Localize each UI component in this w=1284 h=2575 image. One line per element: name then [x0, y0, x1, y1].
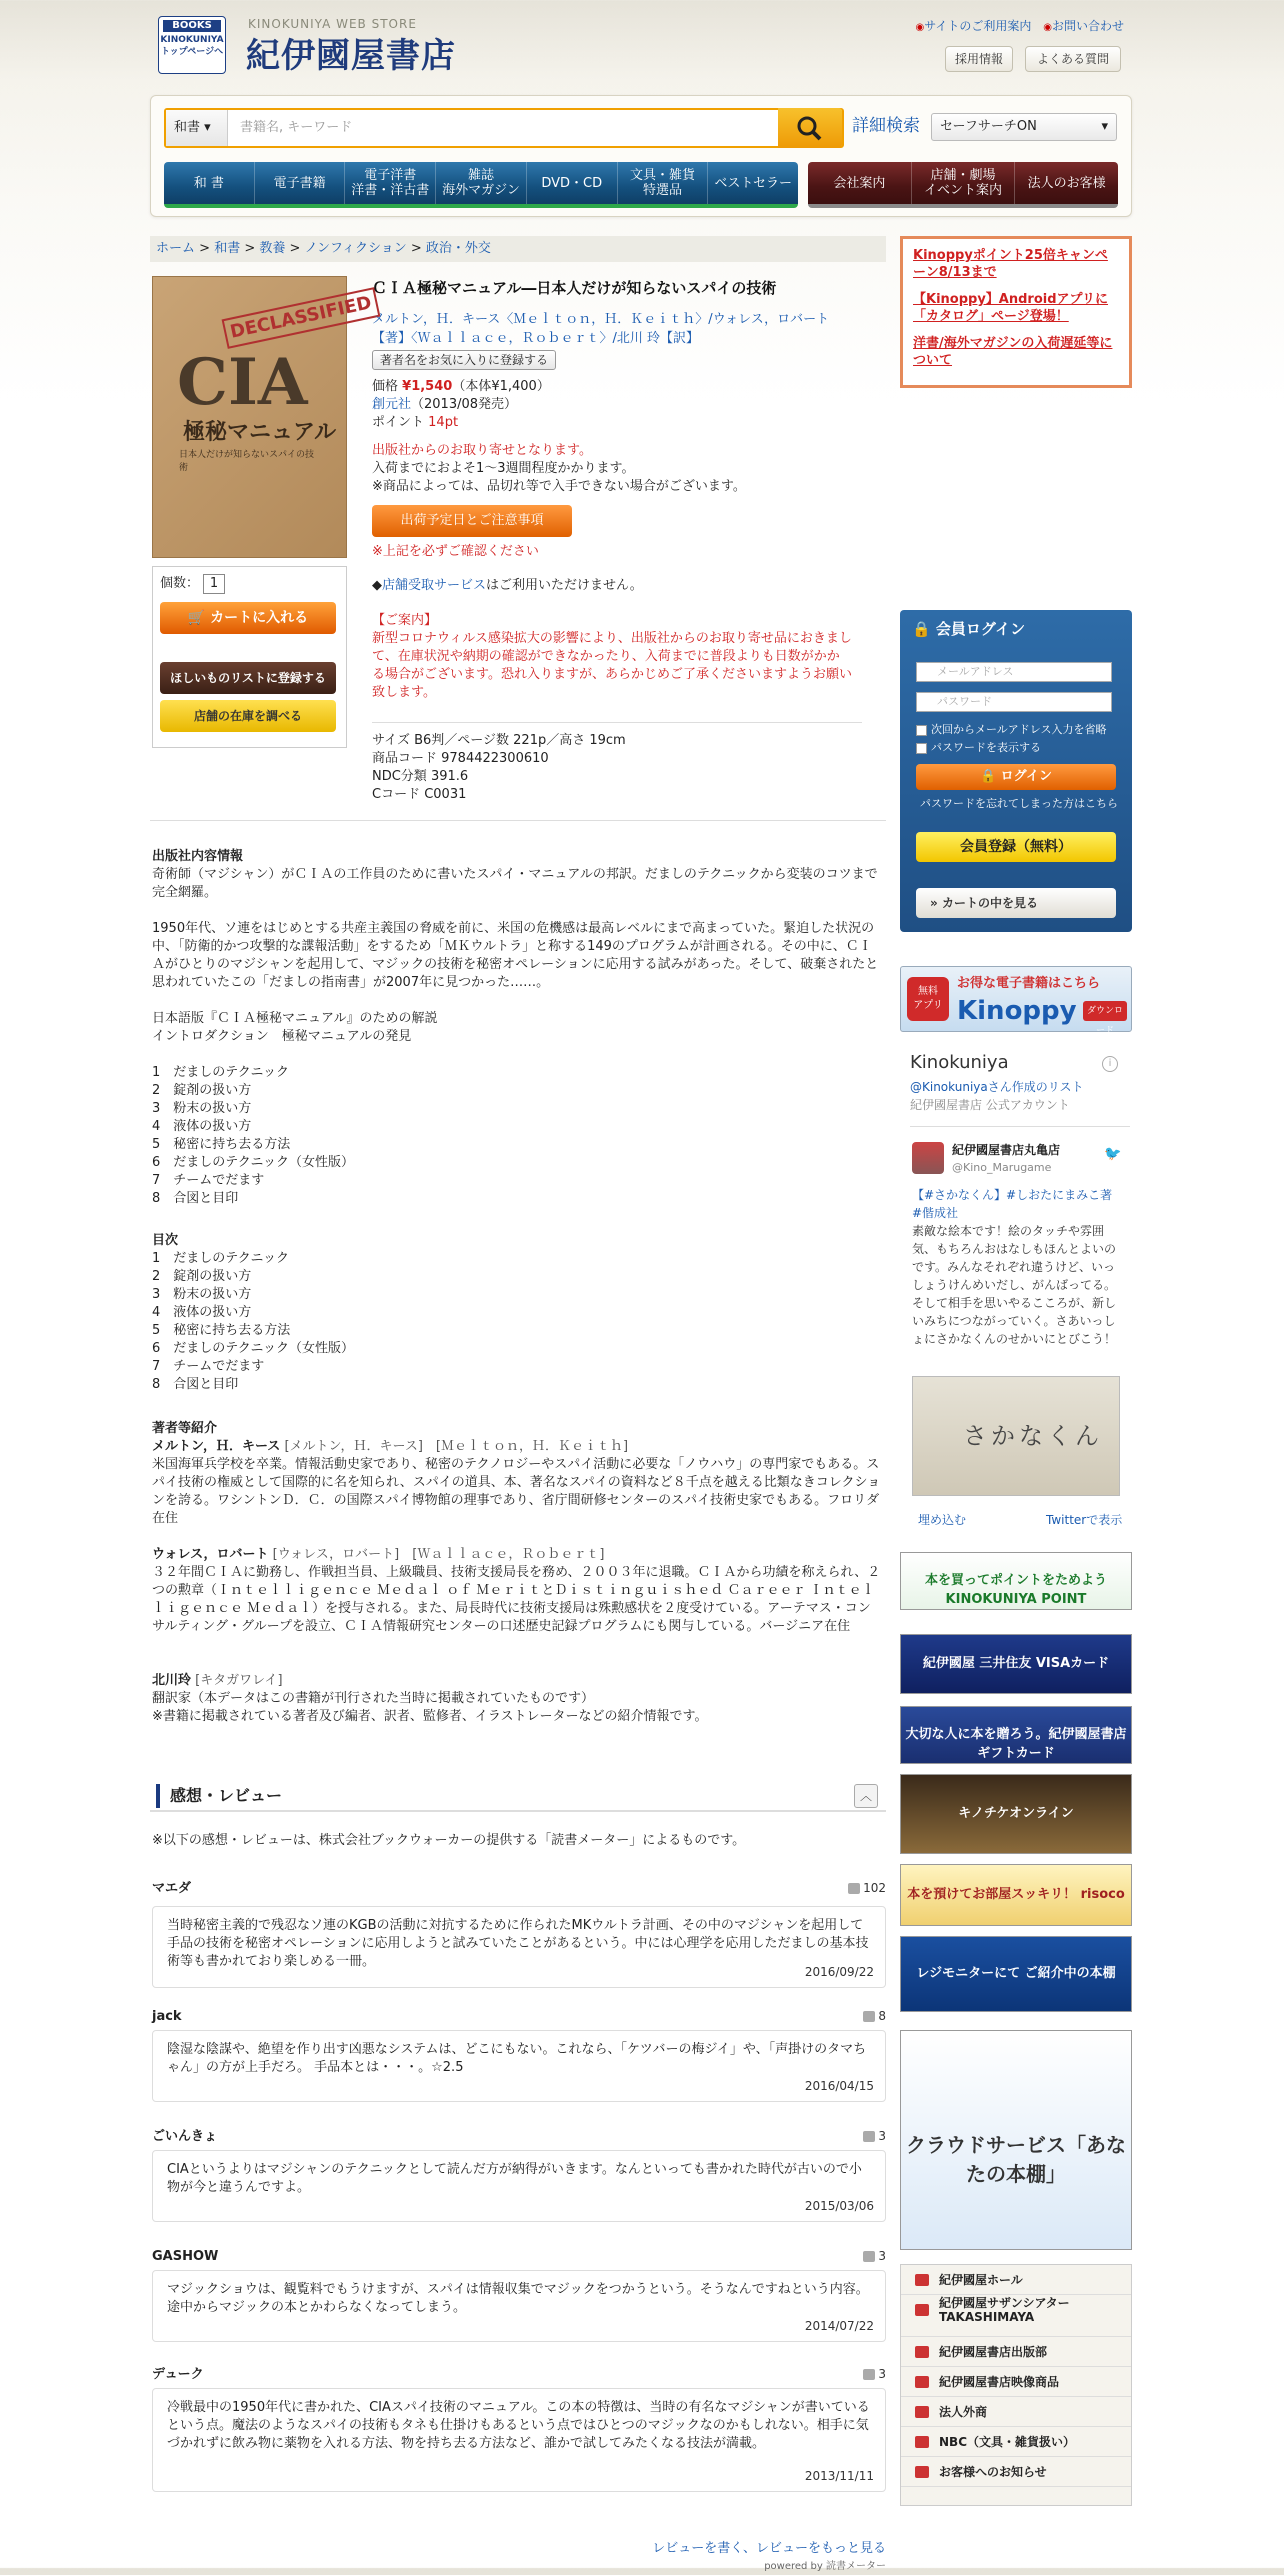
- summary-text: 1950年代、ソ連をはじめとする共産主義国の脅威を前に、米国の危機感は最高レベルにまで高まっていた。緊迫した状況の中、「防衛的かつ攻撃的な諜報活動」をするため「ＭＫウルトラ」と称する149のプログラムが計画される。その中に、ＣＩＡがひとりのマジシャンを起用して、マジックの技術を秘密オペレーションに応用する試みがあった。そして、破棄されたと思われていたこの「だましの指南書」が2007年に見つかった……。: [152, 921, 879, 990]
- sidebar-menu: [900, 2264, 1132, 2506]
- nav-item-main-4[interactable]: DVD・CD: [527, 162, 618, 204]
- review-date: 2015/03/06: [804, 2199, 874, 2213]
- author-3-header: [152, 1672, 882, 1690]
- login-button[interactable]: [916, 764, 1116, 790]
- search-icon: [778, 108, 842, 148]
- chevron-down-icon: ▾: [1101, 119, 1108, 134]
- review-likes[interactable]: [863, 2128, 886, 2145]
- review-likes[interactable]: [848, 1880, 886, 1897]
- wishlist-button[interactable]: ほしいものリストに登録する: [160, 662, 336, 694]
- author-3-reading: [キタガワレイ]: [195, 1673, 283, 1688]
- logo-books-text: BOOKS: [163, 20, 221, 32]
- remember-checkbox[interactable]: [916, 722, 1106, 738]
- author-2-bio: ３２年間ＣＩＡに勤務し、作戦担当員、上級職員、技術支援局長を務め、２００３年に退職。ＣＩＡから功績を称えられ、２つの勲章（Ｉｎｔｅｌｌｉｇｅｎｃｅ Ｍｅｄａｌ ｏｆ ＭｅｒｉｔとＤｉｓｔｉｎｇｕｉｓｈｅｄ Ｃａｒｅｅｒ Ｉｎｔｅｌｌｉｇｅｎｃｅ Ｍｅｄａｌ）を授与される。また、局長時代に技術支援局は殊勲感状を２度受けている。アーテマス・コンサルティング・グループを設立、ＣＩＡ情報研究センターの口述歴史記録プログラムにも関与している。バージニア在住: [152, 1565, 881, 1634]
- point-line: [372, 414, 458, 433]
- corp-nav: [808, 162, 1118, 208]
- add-to-cart-button[interactable]: [160, 602, 336, 634]
- tweet-author-name[interactable]: 紀伊國屋書店丸亀店: [952, 1143, 1061, 1157]
- review-card: [152, 2030, 886, 2102]
- main-nav: [164, 162, 798, 208]
- show-password-checkbox[interactable]: [916, 740, 1041, 756]
- like-count: 8: [878, 2009, 886, 2023]
- tweet-text: 素敵な絵本です！絵のタッチや雰囲気、もちろんおはなしもほんとよいのです。みんなそれぞれ違うけど、いっしょうけんめいだし、がんばってる。そして相手を思いやるこころが、新しいみちにつながっていく。さあいっしょにさかなくんのせかいにとびこう！: [912, 1224, 1117, 1346]
- sidebar-banner-6[interactable]: クラウドサービス「あなたの本棚」: [900, 2030, 1132, 2250]
- embed-link[interactable]: 埋め込む: [918, 1513, 967, 1527]
- sidebar-menu-item-3[interactable]: 紀伊國屋書店映像商品: [901, 2367, 1131, 2397]
- nav-item-main-6[interactable]: ベストセラー: [714, 175, 792, 191]
- review-card: [152, 2270, 886, 2342]
- review-card: [152, 2388, 886, 2492]
- store-stock-button[interactable]: 店舗の在庫を調べる: [160, 700, 336, 732]
- store-pickup-suffix: はご利用いただけません。: [486, 578, 643, 593]
- author-2-header: [152, 1546, 882, 1564]
- tweet-author-handle[interactable]: @Kino_Marugame: [952, 1161, 1052, 1174]
- remember-label: 次回からメールアドレス入力を省略: [931, 723, 1107, 736]
- review-likes[interactable]: [863, 2248, 886, 2265]
- nav-item-main-1[interactable]: 電子書籍: [255, 162, 346, 204]
- tweet-body: [912, 1186, 1125, 1348]
- nav-item-corp-1[interactable]: 店舗・劇場 イベント案内: [912, 162, 1016, 204]
- sidebar-menu-item-4[interactable]: 法人外商: [901, 2397, 1131, 2427]
- quantity-input[interactable]: 1: [203, 574, 225, 594]
- cover-title-manual: 極秘マニュアル: [183, 420, 337, 445]
- author-3-name: 北川玲: [152, 1673, 192, 1688]
- breadcrumb-sep: >: [406, 241, 426, 256]
- review-user[interactable]: デューク: [152, 2367, 204, 2382]
- logo-kinokuniya-text: KINOKUNIYA: [160, 35, 224, 45]
- order-notice-3: ※商品によっては、品切れ等で入手できない場合がございます。: [372, 479, 746, 494]
- login-title: [912, 619, 1025, 641]
- author-1-name: メルトン，Ｈ．キース: [152, 1439, 281, 1454]
- review-date: 2013/11/11: [804, 2469, 874, 2483]
- nav-item-main-2[interactable]: 電子洋書 洋書・洋古書: [345, 162, 436, 204]
- authors-link[interactable]: メルトン，Ｈ．キース〈Ｍｅｌｔｏｎ，Ｈ．Ｋｅｉｔｈ〉/ウォレス，ロバート【著】〈Ｗａｌｌａｃｅ，Ｒｏｂｅｒｔ〉/北川 玲【訳】: [372, 312, 830, 346]
- info-icon[interactable]: i: [1102, 1056, 1118, 1072]
- promo-link-2[interactable]: 洋書/海外マガジンの入荷遅延等について: [913, 336, 1113, 368]
- toc-list-text: 1 だましのテクニック 2 錠剤の扱い方 3 粉末の扱い方 4 液体の扱い方 5 秘密に持ち去る方法 6 だましのテクニック（女性版） 7 チームでだます 8 合図と目印: [152, 1065, 354, 1206]
- review-card: [152, 2150, 886, 2222]
- store-pickup-link[interactable]: 店舗受取サービス: [382, 578, 487, 593]
- twitter-bird-icon: 🐦: [1104, 1146, 1122, 1162]
- thumbs-up-icon: [863, 2369, 875, 2380]
- quantity-field: [160, 574, 225, 594]
- kinoppy-app-badge: 無料 アプリ: [907, 977, 949, 1021]
- sidebar-menu-item-5[interactable]: NBC（文具・雑貨扱い）: [901, 2427, 1131, 2457]
- cover-stamp: DECLASSIFIED: [222, 287, 381, 349]
- confirm-note: ※上記を必ずご確認ください: [372, 544, 539, 559]
- breadcrumb-sep: >: [285, 241, 305, 256]
- sidebar-menu-item-1[interactable]: 紀伊國屋サザンシアター TAKASHIMAYA: [901, 2295, 1131, 2337]
- author-1-reading: [メルトン，Ｈ．キース] [Ｍｅｌｔｏｎ，Ｈ．Ｋｅｉｔｈ]: [284, 1439, 629, 1454]
- review-card: [152, 1906, 886, 1988]
- review-likes[interactable]: [863, 2008, 886, 2025]
- tweet-tags[interactable]: 【#さかなくん】#しおたにまみこ著 #偕成社: [912, 1188, 1125, 1220]
- bullet-icon: ◉: [915, 22, 925, 33]
- review-text: マジックショウは、観覧料でもうけますが、スパイは情報収集でマジックをつかうという。そうなんですねという内容。途中からマジックの本とかわらなくなってしまう。: [167, 2282, 869, 2315]
- review-date: 2016/09/22: [804, 1965, 874, 1979]
- section-bar: [156, 1784, 160, 1808]
- review-text: 陰湿な陰謀や、絶望を作り出す凶悪なシステムは、どこにもない。これなら、「ケツバーの梅ジイ」や、「声掛けのタマちゃん」の方が上手だろ。 手品本とは・・・。☆2.5: [167, 2042, 867, 2075]
- thumbs-up-icon: [848, 1883, 860, 1894]
- nav-item-corp-0[interactable]: 会社案内: [808, 162, 912, 204]
- review-date: 2016/04/15: [804, 2079, 874, 2093]
- thumbs-up-icon: [863, 2251, 875, 2262]
- toc-text: 1 だましのテクニック 2 錠剤の扱い方 3 粉末の扱い方 4 液体の扱い方 5 秘密に持ち去る方法 6 だましのテクニック（女性版） 7 チームでだます 8 合図と目印: [152, 1251, 354, 1392]
- price-tax: （本体¥1,400）: [452, 379, 550, 394]
- sidebar-banner-2[interactable]: 大切な人に本を贈ろう。紀伊國屋書店ギフトカード: [900, 1706, 1132, 1764]
- tweet-image-text: さかなくん: [963, 1422, 1103, 1450]
- review-text: CIAというよりはマジシャンのテクニックとして読んだ方が納得がいきます。なんといっても書かれた時代が古いので小物が今と違うんですよ。: [167, 2162, 862, 2195]
- checkbox-icon: [916, 743, 927, 754]
- review-user[interactable]: jack: [152, 2009, 182, 2024]
- intro-text: 日本語版『ＣＩＡ極秘マニュアル』のための解説 イントロダクション 極秘マニュアルの発見: [152, 1011, 438, 1044]
- sidebar-menu-item-6[interactable]: お客様へのお知らせ: [901, 2457, 1131, 2487]
- pub-info-text: 奇術師（マジシャン）がＣＩＡの工作員のために書いたスパイ・マニュアルの邦訳。だましのテクニックから変装のコツまで完全網羅。: [152, 867, 878, 900]
- sidebar-banner-0[interactable]: 本を買ってポイントをためよう KINOKUNIYA POINT: [900, 1552, 1132, 1610]
- cart-icon: 🛒: [187, 610, 206, 626]
- author-section-title: 著者等紹介: [152, 1421, 218, 1436]
- author-3-bio: 翻訳家（本データはこの書籍が刊行された当時に掲載されていたものです） ※書籍に掲載されている著者及び編者、訳者、監修者、イラストレーターなどの紹介情報です。: [152, 1691, 708, 1724]
- review-date: 2014/07/22: [804, 2319, 874, 2333]
- kinoppy-tagline: お得な電子書籍はこちら: [957, 976, 1101, 991]
- password-input[interactable]: パスワード: [916, 692, 1112, 712]
- detail-search-link[interactable]: 詳細検索: [852, 116, 920, 136]
- author-2-name: ウォレス，ロバート: [152, 1547, 269, 1562]
- publisher-line: [372, 396, 517, 415]
- covid-notice: [372, 612, 852, 702]
- point-label: ポイント: [372, 415, 425, 430]
- bullet-icon: ◆: [372, 578, 382, 593]
- sidebar-banner-1[interactable]: 紀伊國屋 三井住友 VISAカード: [900, 1634, 1132, 1694]
- contact-link[interactable]: お問い合わせ: [1051, 19, 1124, 33]
- toc-title: 目次: [152, 1233, 179, 1248]
- breadcrumb-kyoyo[interactable]: 教養: [259, 241, 286, 256]
- promo-link-0[interactable]: Kinoppyポイント25倍キャンペーン8/13まで: [913, 248, 1108, 280]
- breadcrumb-sep: >: [195, 241, 215, 256]
- kinoppy-download: ダウンロード: [1083, 1001, 1127, 1021]
- reviews-header: [150, 1782, 886, 1812]
- twitter-list-owner: @Kinokuniyaさん作成のリスト: [910, 1080, 1084, 1094]
- review-user[interactable]: マエダ: [152, 1881, 192, 1896]
- like-count: 3: [878, 2367, 886, 2381]
- kinoppy-banner[interactable]: [900, 966, 1132, 1036]
- thumbs-up-icon: [863, 2131, 875, 2142]
- nav-item-main-5[interactable]: 文具・雑貨 特選品: [618, 162, 709, 204]
- safe-search-select[interactable]: [931, 113, 1117, 141]
- powered-by: powered by 読書メーター: [764, 2561, 886, 2572]
- email-input[interactable]: メールアドレス: [916, 662, 1112, 682]
- promo-link-1[interactable]: 【Kinoppy】Androidアプリに「カタログ」ページ登場！: [913, 292, 1109, 324]
- point-value: 14pt: [428, 415, 459, 430]
- author-1-bio: 米国海軍兵学校を卒業。情報活動史家であり、秘密のテクノロジーやスパイ活動に必要な「ノウハウ」の専門家でもある。スパイ技術の権威として国際的に名を知られ、スパイの道具、本、著名なスパイの資料など８千点を越える比類なきコレクションを誇る。ワシントンＤ．Ｃ．の国際スパイ博物館の理事であり、省庁間研修センターのスパイ技術史家でもある。フロリダ在住: [152, 1457, 881, 1526]
- collapse-toggle[interactable]: ︿: [854, 1784, 878, 1808]
- breadcrumb-sep: >: [240, 241, 260, 256]
- double-chevron-icon: »: [930, 896, 938, 910]
- twitter-list-title[interactable]: Kinokuniya: [910, 1052, 1009, 1073]
- sidebar-banner-5[interactable]: レジモニターにて ご紹介中の本棚: [900, 1936, 1132, 2012]
- book-cover-image[interactable]: [152, 276, 374, 558]
- product-specs: [372, 732, 626, 804]
- show-password-label: パスワードを表示する: [931, 741, 1041, 754]
- price-value: ¥1,540: [402, 379, 453, 394]
- top-links: [908, 18, 1124, 36]
- review-text: 当時秘密主義的で残忍なソ連のKGBの活動に対抗するために作られたMKウルトラ計画、その中のマジシャンを起用して手品の技術を秘密オペレーションに応用しようと試みていたことがあるという。中には心理学を応用しただましの基本技術等も書かれており楽しめる一冊。: [167, 1918, 869, 1969]
- order-notice-2: 入荷までにおよそ1～3週間程度かかります。: [372, 461, 635, 476]
- review-text: 冷戦最中の1950年代に書かれた、CIAスパイ技術のマニュアル。この本の特徴は、当時の有名なマジシャンが書いているという点。魔法のようなスパイの技術もタネも仕掛けもあるという点ではひとつのマジックなのかもしれない。相手に気づかれずに飲み物に薬物を入れる方法、物を持ち去る方法など、誰かで試してみたくなる技法が満載。: [167, 2400, 870, 2451]
- add-to-cart-label: カートに入れる: [210, 610, 309, 626]
- promo-box: [900, 236, 1132, 388]
- store-pickup-line: [372, 577, 643, 596]
- author-1-header: [152, 1438, 882, 1456]
- store-name[interactable]: 紀伊國屋書店: [246, 36, 456, 76]
- spec-line: NDC分類 391.6: [372, 769, 469, 784]
- view-on-twitter-link[interactable]: Twitterで表示: [1046, 1513, 1123, 1527]
- sidebar-menu-item-0[interactable]: 紀伊國屋ホール: [901, 2265, 1131, 2295]
- store-subtitle: KINOKUNIYA WEB STORE: [248, 17, 417, 31]
- product-title: ＣＩＡ極秘マニュアル―日本人だけが知らないスパイの技術: [372, 279, 777, 297]
- kinoppy-name: Kinoppy: [957, 996, 1077, 1026]
- sidebar-menu-item-2[interactable]: 紀伊國屋書店出版部: [901, 2337, 1131, 2367]
- reviews-title: 感想・レビュー: [170, 1786, 283, 1805]
- notice-body: 新型コロナウィルス感染拡大の影響により、出版社からのお取り寄せ品におきまして、在庫状況や納期の確認ができなかったり、入荷までに普段よりも日数がかかる場合がございます。恐れ入りますが、あらかじめご了承くださいますようお願い致します。: [372, 631, 852, 700]
- tweet-image[interactable]: [912, 1376, 1120, 1496]
- like-count: 102: [863, 1881, 886, 1895]
- cover-title-cia: CIA: [177, 345, 308, 420]
- search-button[interactable]: [778, 108, 842, 148]
- twitter-list-desc: 紀伊國屋書店 公式アカウント: [910, 1098, 1070, 1112]
- search-input[interactable]: 書籍名, キーワード: [240, 120, 353, 135]
- checkbox-icon: [916, 725, 927, 736]
- like-count: 3: [878, 2129, 886, 2143]
- quantity-label: 個数：: [160, 576, 200, 591]
- shipping-info-button[interactable]: 出荷予定日とご注意事項: [372, 505, 572, 537]
- pub-date: （2013/08発売）: [411, 397, 518, 412]
- logo-top-link: トップページへ: [160, 47, 224, 57]
- like-count: 3: [878, 2249, 886, 2263]
- spec-line: サイズ B6判／ページ数 221p／高さ 19cm: [372, 733, 626, 748]
- publisher-link[interactable]: 創元社: [372, 397, 412, 412]
- logo-books-kinokuniya[interactable]: [158, 16, 226, 74]
- favorite-author-button[interactable]: 著者名をお気に入りに登録する: [372, 350, 556, 370]
- twitter-list-sub: [910, 1078, 1084, 1114]
- breadcrumb: [150, 236, 886, 262]
- price-label: 価格: [372, 379, 399, 394]
- guide-link[interactable]: サイトのご利用案内: [924, 19, 1032, 33]
- pub-info-title: 出版社内容情報: [152, 849, 244, 864]
- breadcrumb-politics[interactable]: 政治・外交: [425, 241, 491, 256]
- reviews-note: ※以下の感想・レビューは、株式会社ブックウォーカーの提供する「読書メーター」によるものです。: [152, 1833, 746, 1848]
- view-cart-label: カートの中を見る: [941, 896, 1038, 910]
- forgot-password-link[interactable]: パスワードを忘れてしまった方はこちら: [920, 797, 1118, 810]
- review-user[interactable]: GASHOW: [152, 2249, 219, 2264]
- thumbs-up-icon: [863, 2011, 875, 2022]
- nav-item-main-0[interactable]: 和 書: [164, 162, 255, 204]
- author-2-reading: [ウォレス，ロバート] [Ｗａｌｌａｃｅ，Ｒｏｂｅｒｔ]: [272, 1547, 605, 1562]
- divider: [150, 820, 886, 821]
- notice-heading: 【ご案内】: [372, 613, 438, 628]
- spec-line: 商品コード 9784422300610: [372, 751, 549, 766]
- divider: [910, 1126, 1130, 1127]
- bullet-icon: ◉: [1043, 22, 1052, 33]
- lock-icon: 🔒: [912, 620, 931, 638]
- sidebar-banner-4[interactable]: 本を預けてお部屋スッキリ！ risoco: [900, 1864, 1132, 1926]
- lock-icon: 🔒: [979, 769, 997, 784]
- faq-button[interactable]: よくある質問: [1025, 46, 1121, 72]
- more-reviews-link[interactable]: レビューを書く、レビューをもっと見る: [652, 2541, 886, 2556]
- product-authors[interactable]: [372, 310, 856, 348]
- search-category-value: 和書: [174, 120, 201, 135]
- avatar[interactable]: [912, 1142, 944, 1174]
- breadcrumb-nonfiction[interactable]: ノンフィクション: [304, 241, 407, 256]
- login-button-label: ログイン: [1000, 769, 1053, 784]
- nav-item-main-3[interactable]: 雑誌 海外マガジン: [436, 162, 527, 204]
- price-line: [372, 378, 550, 397]
- review-likes[interactable]: [863, 2366, 886, 2383]
- view-cart-button[interactable]: [916, 888, 1116, 918]
- login-title-text: 会員ログイン: [935, 620, 1026, 638]
- divider: [372, 722, 862, 723]
- order-notice-1: 出版社からのお取り寄せとなります。: [372, 443, 592, 458]
- nav-item-corp-2[interactable]: 法人のお客様: [1027, 175, 1106, 191]
- breadcrumb-washo[interactable]: 和書: [214, 241, 241, 256]
- register-button[interactable]: 会員登録（無料）: [916, 832, 1116, 862]
- safe-search-value: セーフサーチON: [940, 119, 1037, 134]
- cover-subtitle: 日本人だけが知らないスパイの技術: [179, 450, 315, 474]
- recruit-button[interactable]: 採用情報: [945, 46, 1013, 72]
- review-user[interactable]: ごいんきょ: [152, 2129, 218, 2144]
- breadcrumb-home[interactable]: ホーム: [156, 241, 196, 256]
- spec-line: Cコード C0031: [372, 787, 467, 802]
- sidebar-banner-3[interactable]: キノチケオンライン: [900, 1774, 1132, 1854]
- search-category-select[interactable]: 和書 ▾: [166, 110, 228, 146]
